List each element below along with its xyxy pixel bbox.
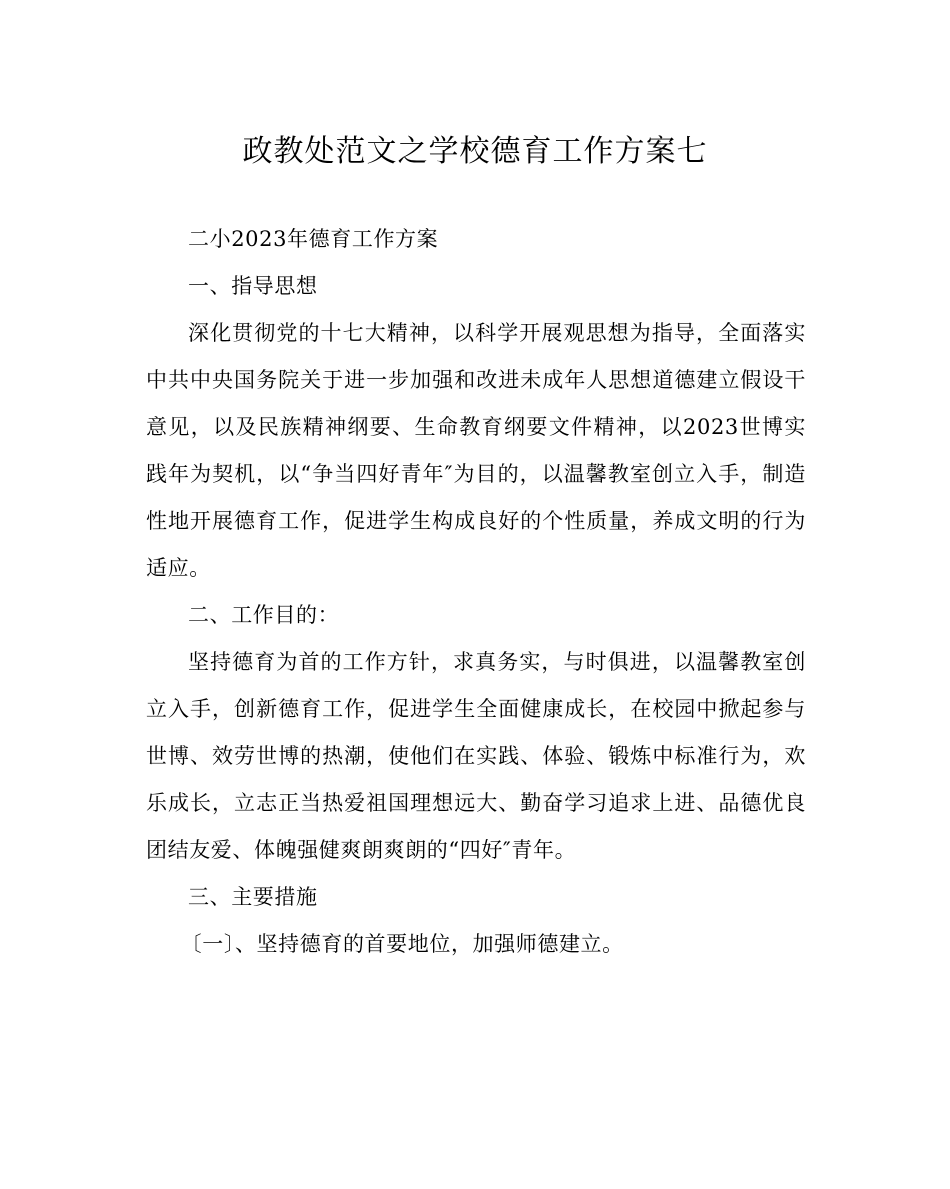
subsection-heading-moral-priority: 〔一〕、坚持德育的首要地位，加强师德建立。 bbox=[180, 932, 624, 956]
document-body bbox=[146, 216, 806, 968]
document-title: 政教处范文之学校德育工作方案七 bbox=[242, 134, 708, 169]
section-heading-guiding-ideology: 一、指导思想 bbox=[188, 274, 318, 298]
section-heading-main-measures: 三、主要措施 bbox=[188, 885, 318, 909]
section-heading-work-goals: 二、工作目的： bbox=[188, 603, 340, 627]
paragraph-guiding-ideology: 深化贯彻党的十七大精神，以科学开展观思想为指导，全面落实中共中央国务院关于进一步加强和改进未成年人思想道德建立假设干意见，以及民族精神纲要、生命教育纲要文件精神，以2023世博实践年为契机，以“争当四好青年″为目的，以温馨教室创立入手，制造性地开展德育工作，促进学生构成良好的个性质量，养成文明的行为适应。 bbox=[146, 321, 806, 580]
paragraph-work-goals: 坚持德育为首的工作方针，求真务实，与时俱进，以温馨教室创立入手，创新德育工作，促进学生全面健康成长，在校园中掀起参与世博、效劳世博的热潮，使他们在实践、体验、锻炼中标准行为，欢乐成长，立志正当热爱祖国理想远大、勤奋学习追求上进、品德优良团结友爱、体魄强健爽朗爽朗的“四好″青年。 bbox=[146, 650, 806, 862]
plan-heading: 二小2023年德育工作方案 bbox=[188, 227, 439, 251]
